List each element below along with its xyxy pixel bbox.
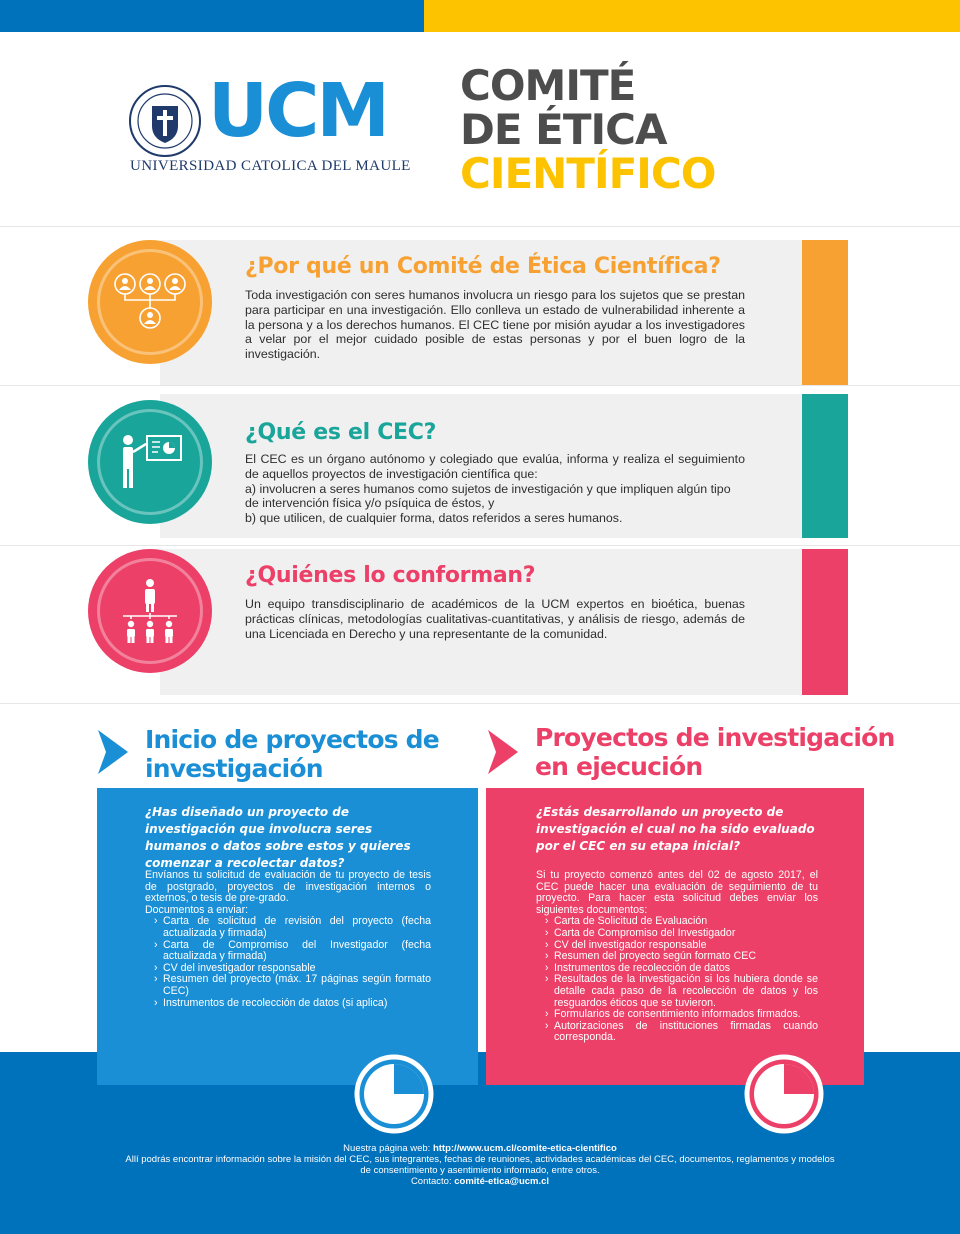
page-title <box>460 61 716 198</box>
footer-contact-label: Contacto: <box>410 1176 452 1187</box>
divider <box>0 385 960 386</box>
section-heading: ¿Quiénes lo conforman? <box>245 563 536 588</box>
section-body-line: a) involucren a seres humanos como sujetos de investigación y que impliquen algún tipo de intervención física y/o psíquica de éstos, y <box>245 481 731 511</box>
right-title-line: en ejecución <box>535 752 703 781</box>
list-item: › Resumen del proyecto (máx. 17 páginas según formato CEC) <box>154 974 431 997</box>
chevron-right-icon <box>486 728 520 776</box>
list-item: › Resumen del proyecto según formato CEC <box>545 951 818 963</box>
section-tab <box>802 549 848 695</box>
list-item: › Carta de Compromiso del Investigador <box>545 928 818 940</box>
left-title-line: Inicio de proyectos de <box>145 725 439 754</box>
divider <box>0 545 960 546</box>
ucm-logo: UCM <box>208 68 388 154</box>
list-item: › Instrumentos de recolección de datos <box>545 963 818 975</box>
left-title-line: investigación <box>145 754 323 783</box>
section-icon-circle <box>88 400 212 524</box>
left-docs-list <box>154 916 431 1009</box>
top-bar-blue <box>0 0 424 32</box>
section-body <box>245 452 745 526</box>
right-question: ¿Estás desarrollando un proyecto de investigación el cual no ha sido evaluado por el CEC en su etapa inicial? <box>536 805 815 853</box>
list-item: › Formularios de consentimiento informados firmados. <box>545 1009 818 1021</box>
section-body-line: El CEC es un órgano autónomo y colegiado que evalúa, informa y realiza el seguimiento de aquellos proyectos de investigación científica que: <box>245 452 745 481</box>
divider <box>0 226 960 227</box>
section-why-committee <box>0 240 960 386</box>
title-line-3: CIENTÍFICO <box>460 149 716 198</box>
section-icon-circle <box>88 549 212 673</box>
team-hierarchy-icon <box>111 272 189 332</box>
list-item: › Resultados de la investigación si los hubiera donde se detalle cada paso de la recolección de datos y los resguardos éticos que se tuvieron. <box>545 974 818 1009</box>
section-tab <box>802 394 848 538</box>
list-item: › CV del investigador responsable <box>545 940 818 952</box>
right-title-line: Proyectos de investigación <box>535 723 895 752</box>
list-item: › CV del investigador responsable <box>154 963 431 975</box>
list-item: › Carta de Compromiso del Investigador (fecha actualizada y firmada) <box>154 940 431 963</box>
footer-web-label: Nuestra página web: <box>343 1143 431 1154</box>
left-body <box>145 870 431 1009</box>
title-line-2: DE ÉTICA <box>460 105 667 154</box>
right-docs-list <box>545 916 818 1044</box>
title-line-1: COMITÉ <box>460 61 636 110</box>
list-item: › Carta de Solicitud de Evaluación <box>545 916 818 928</box>
left-question: ¿Has diseñado un proyecto de investigación que involucra seres humanos o datos sobre estos y quieres comenzar a recolectar datos? <box>145 805 411 870</box>
section-what-is-cec <box>0 394 960 538</box>
right-panel <box>486 788 864 1085</box>
left-column-title <box>145 725 439 783</box>
right-intro: Si tu proyecto comenzó antes del 02 de agosto 2017, el CEC puede hacer una evaluación de seguimiento de tu proyecto. Para hacer esta solicitud debes enviar los siguientes documentos: <box>536 869 818 916</box>
chevron-right-icon <box>96 728 130 776</box>
clock-icon <box>354 1054 434 1134</box>
org-chart-icon <box>119 578 181 644</box>
section-heading: ¿Qué es el CEC? <box>245 420 437 445</box>
clock-icon <box>744 1054 824 1134</box>
left-panel <box>97 788 478 1085</box>
section-body: Toda investigación con seres humanos involucra un riesgo para los sujetos que se prestan para participar en una investigación. Ello conlleva un estado de vulnerabilidad inherente a la persona y a los derechos humanos. El CEC tiene por misión ayudar a los investigadores a velar por el mejor cuidado posible de estas personas y por el buen logro de la investigación. <box>245 288 745 362</box>
list-item: › Autorizaciones de instituciones firmadas cuando corresponda. <box>545 1021 818 1044</box>
divider <box>0 703 960 704</box>
section-who-composes <box>0 549 960 695</box>
footer-info: Allí podrás encontrar información sobre la misión del CEC, sus integrantes, fechas de reuniones, actividades académicas del CEC, documentos, reglamentos y modelos de consentimiento y asentimiento informado, entre otros. <box>125 1154 835 1176</box>
right-column-title <box>535 723 895 781</box>
footer-text <box>120 1143 840 1187</box>
university-name: UNIVERSIDAD CATOLICA DEL MAULE <box>130 158 411 174</box>
right-body <box>536 870 818 1044</box>
section-icon-circle <box>88 240 212 364</box>
section-body-line: b) que utilicen, de cualquier forma, datos referidos a seres humanos. <box>245 511 623 526</box>
footer-contact-email[interactable]: comité-etica@ucm.cl <box>454 1176 550 1187</box>
left-intro: Envíanos tu solicitud de evaluación de tu proyecto de tesis de postgrado, proyectos de investigación internos o externos, o tesis de pre-grado. <box>145 869 431 905</box>
list-item: › Carta de solicitud de revisión del proyecto (fecha actualizada y firmada) <box>154 916 431 939</box>
footer-web-link[interactable]: http://www.ucm.cl/comite-etica-cientifico <box>432 1143 617 1154</box>
list-item: › Instrumentos de recolección de datos (si aplica) <box>154 998 431 1010</box>
presenter-icon <box>114 432 186 492</box>
left-docs-label: Documentos a enviar: <box>145 903 249 916</box>
section-tab <box>802 240 848 386</box>
university-seal-icon <box>128 84 202 158</box>
section-heading: ¿Por qué un Comité de Ética Científica? <box>245 254 721 279</box>
top-bar-yellow <box>424 0 960 32</box>
section-body: Un equipo transdisciplinario de académicos de la UCM expertos en bioética, buenas prácticas clínicas, metodologías cualitativas-cuantitativas, y análisis de riesgo, además de una Licenciada en Derecho y una representante de la comunidad. <box>245 597 745 641</box>
